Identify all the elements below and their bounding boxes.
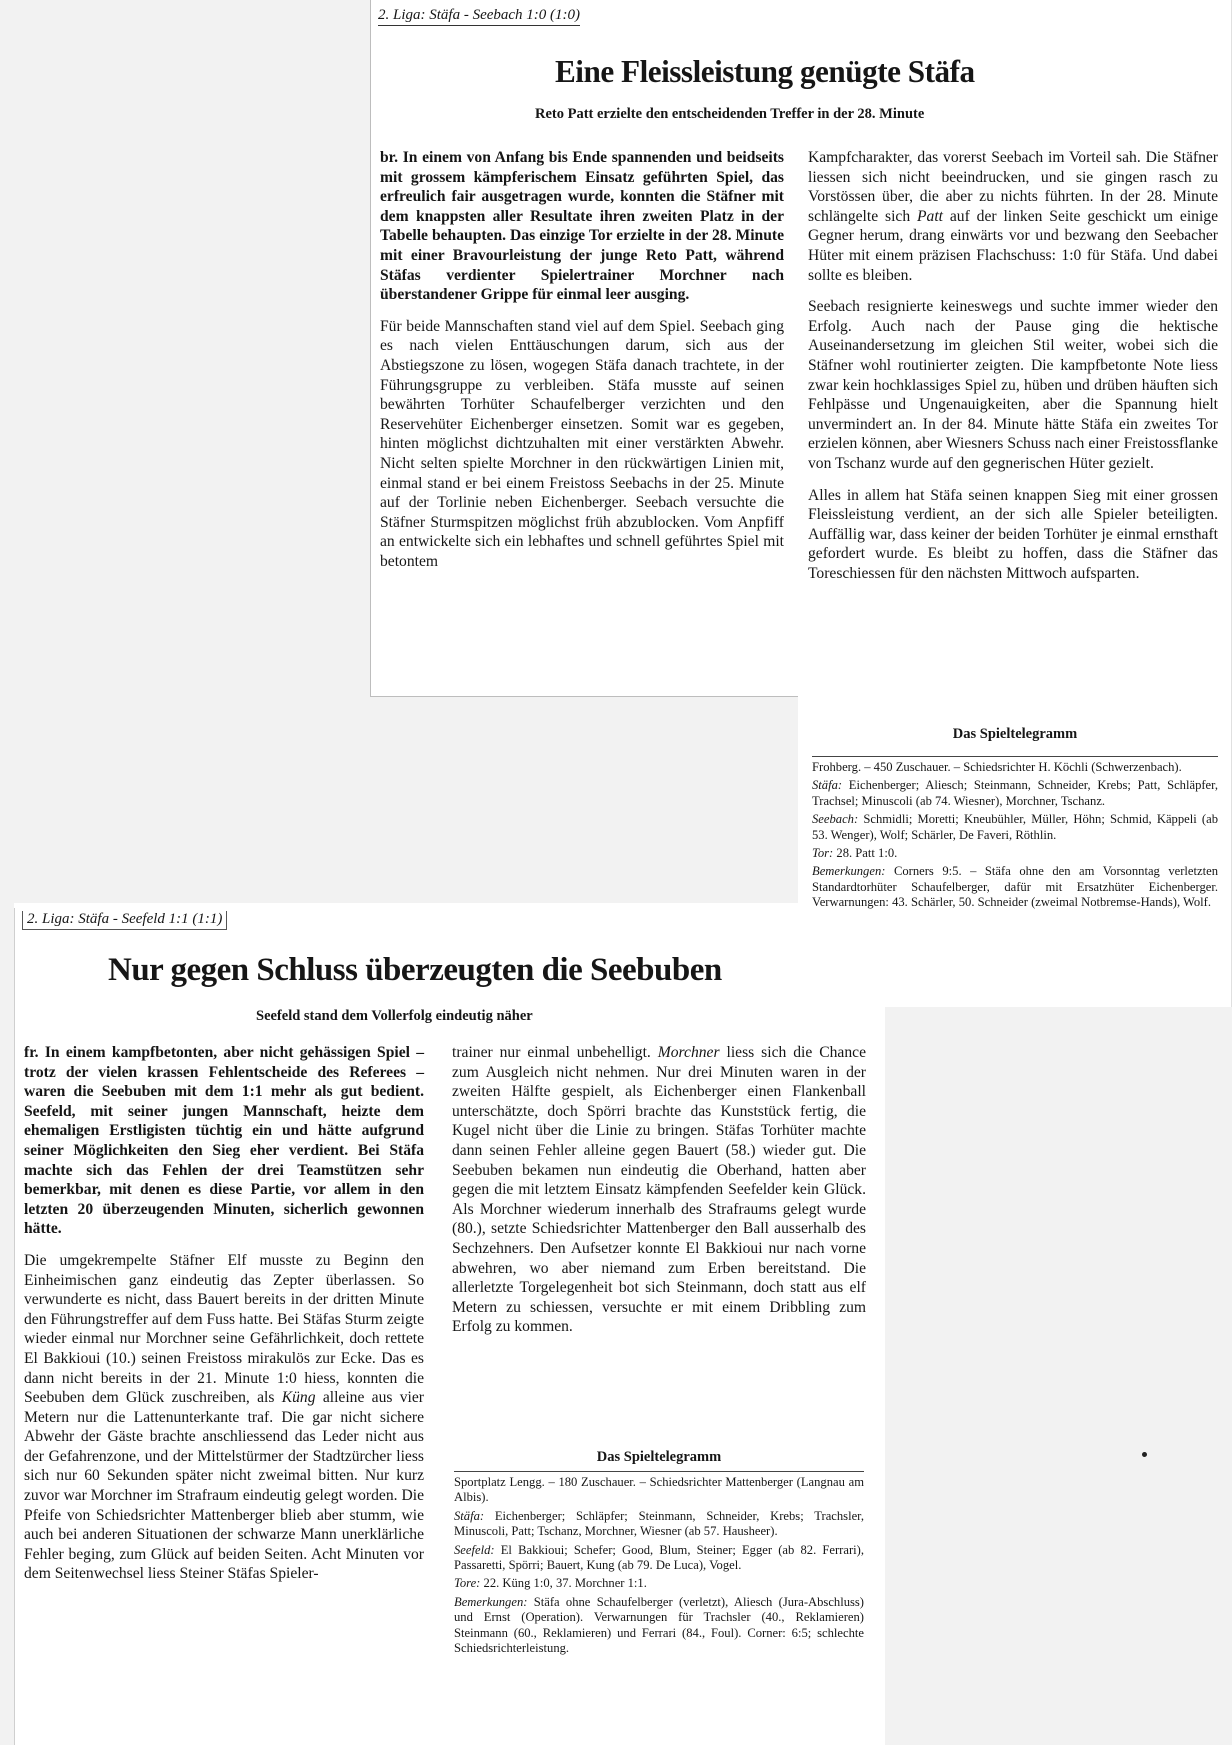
article2-column-right <box>452 1043 866 1337</box>
article2-kicker: 2. Liga: Stäfa - Seefeld 1:1 (1:1) <box>22 911 227 930</box>
article1-telegram-title: Das Spieltelegramm <box>952 726 1078 742</box>
telegram-goals: Tore: 22. Küng 1:0, 37. Morchner 1:1. <box>454 1576 647 1591</box>
article2-lead: fr. In einem kampfbetonten, aber nicht gehässigen Spiel – trotz der vielen krassen Fehlentscheide des Referees – waren die Seebuben mit dem 1:1 mehr als gut bedient. Seefeld, mit seiner jungen Mannschaft, heizte dem ehemaligen Erstligisten tüchtig ein und hätte aufgrund seiner Möglichkeiten den Sieg eher verdient. Bei Stäfa machte sich das Fehlen der drei Teamstützen sehr bemerkbar, mit denen es diese Partie, vor allem in den letzten 20 überzeugenden Minuten, sicherlich gewonnen hätte. <box>24 1044 424 1238</box>
article1-telegram <box>812 756 1218 914</box>
telegram-lineup-staefa: Stäfa: Eichenberger; Aliesch; Steinmann, Schneider, Krebs; Patt, Schläpfer, Trachsel; Minuscoli (ab 74. Wiesner), Morchner, Tschanz. <box>812 778 1218 808</box>
telegram-remarks: Bemerkungen: Stäfa ohne Schaufelberger (verletzt), Aliesch (Jura-Abschluss) und Ernst (Operation). Verwarnungen für Trachsler (40., Reklamieren) Steinmann (60., Reklamieren) und Ferrari (84., Foul). Corner: 6:5; schlechte Schiedsrichterleistung. <box>454 1594 864 1656</box>
article1-column-left <box>380 148 784 571</box>
article1-lead: br. In einem von Anfang bis Ende spannenden und beidseits mit grossem kämpferischem Einsatz geführten Spiel, das erfreulich fair ausgetragen wurde, konnten die Stäfner mit dem knappsten aller Resultate ihren zweiten Platz in der Tabelle behaupten. Das einzige Tor erzielte in der 28. Minute mit einer Bravourleistung der junge Reto Patt, während Stäfas verdienter Spielertrainer Morchner nach überstandener Grippe für einmal leer ausging. <box>380 149 784 304</box>
article1-body-paragraph: Kampfcharakter, das vorerst Seebach im Vorteil sah. Die Stäfner liessen sich nicht beeindrucken, und sie gingen rasch zu Vorstössen über, die aber zu nichts führten. In der 28. Minute schlängelte sich Patt auf der linken Seite geschickt um einige Gegner herum, drang einwärts vor und bezwang den Seebacher Hüter mit einem präzisen Flachschuss: 1:0 für Stäfa. Und dabei sollte es bleiben. <box>808 149 1219 284</box>
article1-subhead: Reto Patt erzielte den entscheidenden Treffer in der 28. Minute <box>535 106 925 122</box>
article1-body-paragraph: Für beide Mannschaften stand viel auf dem Spiel. Seebach ging es nach vielen Enttäuschungen darum, sich aus der Abstiegszone zu lösen, wogegen Stäfa danach trachtete, in der Führungsgruppe zu verbleiben. Stäfa musste auf seinen bewährten Torhüter Schaufelberger verzichten und den Reservehüter Eichenberger einsetzen. Somit war es gegeben, hinten möglichst dichtzuhalten mit einer verstärkten Abwehr. Nicht selten spielte Morchner in den rückwärtigen Linien mit, einmal stand er bei einem Freistoss Seebachs in der 25. Minute auf der Torlinie neben Eichenberger. Seebach versuchte die Stäfner Sturmspitzen möglichst früh abzublocken. Vom Anpfiff an entwickelte sich ein lebhaftes und schnell geführtes Spiel mit betontem <box>380 317 784 570</box>
telegram-venue: Sportplatz Lengg. – 180 Zuschauer. – Schiedsrichter Mattenberger (Langnau am Albis). <box>454 1475 864 1505</box>
article2-telegram-title: Das Spieltelegramm <box>596 1449 722 1465</box>
player-name: Morchner <box>657 1044 720 1061</box>
telegram-lineup-seebach: Seebach: Schmidli; Moretti; Kneubühler, Müller, Höhn; Schmid, Käppeli (ab 53. Wenger), Wolf; Schärler, De Faveri, Röthlin. <box>812 812 1218 842</box>
article2-headline: Nur gegen Schluss überzeugten die Seebuben <box>108 952 722 988</box>
telegram-remarks: Bemerkungen: Corners 9:5. – Stäfa ohne den am Vorsonntag verletzten Standardtorhüter Schaufelberger, dafür mit Ersatzhüter Eichenberger. Verwarnungen: 43. Schärler, 50. Schneider (zweimal Notbremse-Hands), Wolf. <box>812 864 1218 910</box>
article2-telegram <box>454 1471 864 1659</box>
article2-body-paragraph: trainer nur einmal unbehelligt. Morchner liess sich die Chance zum Ausgleich nicht nehmen. Nur drei Minuten waren in der zweiten Hälfte gespielt, als Eichenberger einen Flankenball unterschätzte, doch Spörri brachte das Kunststück fertig, die Kugel nicht über die Linie zu bringen. Stäfas Torhüter machte dann seinen Fehler alleine gegen Bauert (58.) wieder gut. Die Seebuben bekamen nun eindeutig die Oberhand, hatten aber gegen die mit letztem Einsatz kämpfenden Seefelder kein Glück. Als Morchner wiederum innerhalb des Strafraums gelegt wurde (80.), setzte Schiedsrichter Mattenberger den Ball ausserhalb des Sechzehners. Den Aufsetzer konnte El Bakkioui nur nach vorne abwehren, wo aber niemand zum Erben bereitstand. Die allerletzte Torgelegenheit bot sich Steinmann, doch statt aus elf Metern zu schiessen, versuchte er mit einem Dribbling zum Erfolg zu kommen. <box>452 1044 866 1336</box>
telegram-lineup-seefeld: Seefeld: El Bakkioui; Schefer; Good, Blum, Steiner; Egger (ab 82. Ferrari), Passaretti, Spörri; Bauert, Kung (ab 79. De Luca), Vogel. <box>454 1542 864 1573</box>
article1-kicker: 2. Liga: Stäfa - Seebach 1:0 (1:0) <box>378 7 580 26</box>
article2-body-paragraph: Die umgekrempelte Stäfner Elf musste zu Beginn den Einheimischen ganz eindeutig das Zepter überlassen. So verwunderte es nicht, dass Bauert bereits in der dritten Minute den Führungstreffer auf dem Fuss hatte. Bei Stäfas Sturm zeigte wieder einmal nur Morchner seine Gefährlichkeit, doch rettete El Bakkioui (10.) seinen Freistoss mirakulös zur Ecke. Das es dann nicht bereits in der 21. Minute 1:0 hiess, konnten die Seebuben dem Glück zuschreiben, als Küng alleine aus vier Metern nur die Lattenunterkante traf. Die gar nicht sichere Abwehr der Gäste brachte anschliessend das Leder nicht aus der Gefahrenzone, und der Mittelstürmer der Stadtzürcher liess sich nur 60 Sekunden später nicht zweimal bitten. Nur kurz zuvor war Morchner im Strafraum eindeutig gelegt worden. Die Pfeife von Schiedsrichter Mattenberger blieb aber stumm, wie auch bei anderen Situationen der schwarze Mann unerklärliche Fehler beging, zum Glück auf beiden Seiten. Acht Minuten vor dem Seitenwechsel liess Steiner Stäfas Spieler- <box>24 1251 424 1583</box>
article1-body-paragraph: Seebach resignierte keineswegs und suchte immer wieder den Erfolg. Auch nach der Pause ging die hektische Auseinandersetzung im gleichen Stil weiter, wobei sich die Stäfner wohl routinierter zeigten. Die kampfbetonte Note liess zwar kein hochklassiges Spiel zu, hüben und drüben häuften sich Fehlpässe und Ungenauigkeiten, aber die Spannung hielt unvermindert an. In der 84. Minute hätte Stäfa ein zweites Tor erzielen können, aber Wiesners Schuss nach einer Freistossflanke von Tschanz wurde auf den gegnerischen Hüter gezielt. <box>808 298 1218 472</box>
article2-subhead: Seefeld stand dem Vollerfolg eindeutig näher <box>256 1008 533 1024</box>
article1-headline: Eine Fleissleistung genügte Stäfa <box>555 53 975 89</box>
player-name: Patt <box>917 207 944 225</box>
article1-body-paragraph: Alles in allem hat Stäfa seinen knappen Sieg mit einer grossen Fleissleistung verdient, an der sich alle Spieler beteiligten. Auffällig war, dass keiner der beiden Torhüter je einmal ernsthaft gefordert wurde. Es bleibt zu hoffen, dass die Stäfner das Toreschiessen für den nächsten Mittwoch aufsparten. <box>808 486 1218 582</box>
ink-speck <box>1142 1452 1147 1457</box>
article1-column-right <box>808 148 1218 583</box>
telegram-goals: Tor: 28. Patt 1:0. <box>812 846 898 861</box>
article2-column-left <box>24 1043 424 1584</box>
player-name: Küng <box>281 1389 316 1407</box>
telegram-lineup-staefa: Stäfa: Eichenberger; Schläpfer; Steinmann, Schneider, Krebs; Trachsler, Minuscoli, Patt; Tschanz, Morchner, Wiesner (ab 57. Hausheer). <box>454 1508 864 1539</box>
telegram-venue: Frohberg. – 450 Zuschauer. – Schiedsrichter H. Köchli (Schwerzenbach). <box>812 760 1182 774</box>
